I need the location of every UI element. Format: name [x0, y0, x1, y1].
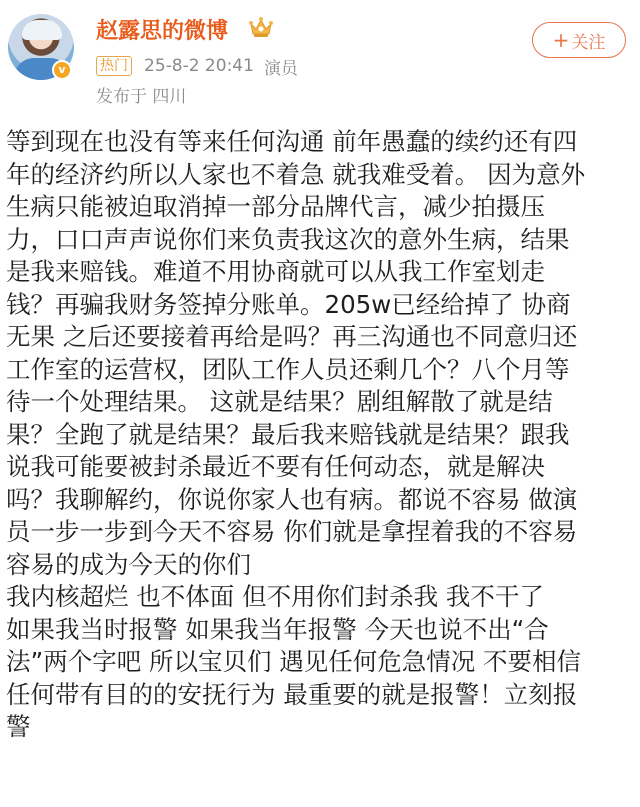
post-body [6, 126, 634, 744]
author-role: 演员 [263, 58, 298, 79]
post-text-line: 我内核超烂 也不体面 但不用你们封杀我 我不干了 [6, 582, 544, 611]
follow-button[interactable] [532, 22, 626, 58]
verified-badge-icon: v [52, 60, 72, 80]
post-text-line: 果？全跑了就是结果？最后我来赔钱就是结果？跟我 [6, 419, 570, 449]
follow-label: 关注 [571, 32, 606, 53]
post-location: 发布于 四川 [96, 87, 187, 107]
hot-tag: 热门 [96, 56, 132, 76]
post-text-line: 员一步一步到今天不容易 你们就是拿捏着我的不容易 [6, 517, 578, 546]
post-text-line: 工作室的运营权，团队工作人员还剩几个？八个月等 [6, 354, 570, 384]
post-text-line: 待一个处理结果。 这就是结果？剧组解散了就是结 [6, 387, 553, 416]
avatar-hat [22, 20, 62, 40]
post-text-line: 等到现在也没有等来任何沟通 前年愚蠢的续约还有四 [6, 127, 578, 156]
author-name[interactable]: 赵露思的微博 [96, 19, 229, 44]
plus-icon: + [552, 28, 570, 52]
post-text-line: 钱？再骗我财务签掉分账单。205w已经给掉了 协商 [6, 289, 571, 319]
post-date: 25-8-2 20:41 [144, 56, 254, 76]
post-text-line: 无果 之后还要接着再给是吗？再三沟通也不同意归还 [6, 322, 578, 351]
post-text-line: 容易的成为今天的你们 [6, 549, 251, 579]
post-header [0, 0, 640, 118]
post-text-line: 年的经济约所以人家也不着急 就我难受着。 因为意外 [6, 159, 586, 189]
post-text-line: 如果我当时报警 如果我当年报警 今天也说不出“合 [6, 614, 549, 644]
crown-icon [248, 16, 274, 38]
post-text-line: 力，口口声声说你们来负责我这次的意外生病，结果 [6, 224, 570, 254]
post-text-line: 是我来赔钱。难道不用协商就可以从我工作室划走 [6, 257, 545, 286]
post-text-line: 吗？我聊解约，你说你家人也有病。都说不容易 做演 [6, 484, 578, 514]
post-text-line: 任何带有目的的安抚行为 最重要的就是报警！立刻报 [6, 679, 578, 709]
post-text-line: 生病只能被迫取消掉一部分品牌代言，减少拍摄压 [6, 192, 545, 221]
post-text-line: 警 [6, 712, 31, 741]
post-text-line: 说我可能要被封杀最近不要有任何动态，就是解决 [6, 452, 545, 481]
post-text-line: 法”两个字吧 所以宝贝们 遇见任何危急情况 不要相信 [6, 647, 582, 676]
post-meta [96, 54, 298, 78]
